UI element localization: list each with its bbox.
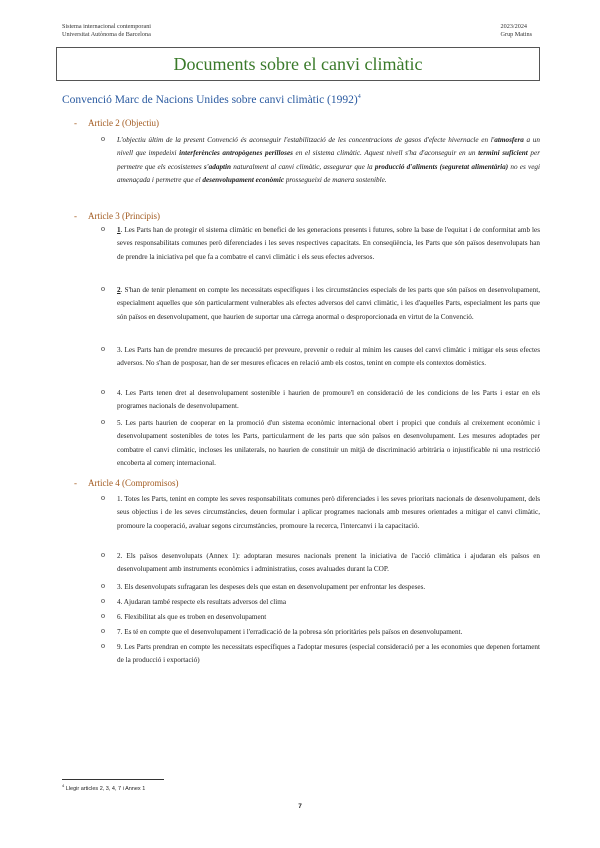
text-run: no es vegi amenaçada i permetre que el xyxy=(117,162,540,184)
bold-run: atmosfera xyxy=(494,136,524,144)
list-item xyxy=(101,344,540,371)
circle-bullet: o xyxy=(101,626,105,635)
article-4-item-3: 3. Els desenvolupats sufragaran les despeses dels que estan en desenvolupament per enfrontar les despeses. xyxy=(117,583,426,591)
list-item xyxy=(101,550,540,577)
bold-run: desenvolupament econòmic xyxy=(202,175,285,184)
article-3-item-2 xyxy=(117,284,540,324)
text-run: a un nivell que impedeixi xyxy=(117,136,540,158)
list-item xyxy=(101,224,540,264)
article-3-heading xyxy=(74,211,160,221)
bold-run: producció d'aliments (seguretat alimentària) xyxy=(374,162,509,171)
header-right xyxy=(501,23,532,38)
section-heading-text: Convenció Marc de Nacions Unides sobre canvi climàtic (1992) xyxy=(62,94,358,106)
footnote-text: Llegir articles 2, 3, 4, 7 i Annex 1 xyxy=(64,785,146,792)
list-item xyxy=(101,284,540,324)
article-4-item-1: 1. Totes les Parts, tenint en compte les seves responsabilitats comunes però diferenciades i les seves prioritats nacionals de desenvolupament, dels seus objectius i de les seves circumstàncies, deuen formular i aplicar programes nacionals amb mesures orientades a mitigar el canvi climàtic, promoure la cooperació, avaluar segons circumstàncies, promoure la recerca, l'intercanvi i la capacitació. xyxy=(117,495,540,530)
article-4-heading xyxy=(74,478,179,488)
list-item xyxy=(101,626,540,639)
page-number: 7 xyxy=(298,803,302,810)
article-4-item-2: 2. Els països desenvolupats (Annex 1): adoptaran mesures nacionals prenent la iniciativa de l'acció climàtica i ajudaran els països en desenvolupament amb instruments econòmics i administratius, coses avaluades durant la COP. xyxy=(117,552,540,574)
text-run: prossegueixi de manera sostenible. xyxy=(284,175,387,184)
circle-bullet: o xyxy=(101,284,105,293)
article-3-item-3: 3. Les Parts han de prendre mesures de precaució per preveure, prevenir o reduir al mínim les causes del canvi climàtic i mitigar els seus efectes adversos. No s'han de posposar, han de ser mesures eficaces en relació amb els costos, tenint en compte els contextos domèstics. xyxy=(117,346,540,368)
header-university: Universitat Autònoma de Barcelona xyxy=(62,30,151,38)
bold-run: interferències antropògenes perilloses xyxy=(179,149,293,158)
article-heading-text: Article 3 (Principis) xyxy=(88,211,160,221)
header-left xyxy=(62,23,151,38)
circle-bullet: o xyxy=(101,134,105,143)
article-heading-text: Article 4 (Compromisos) xyxy=(88,478,179,488)
text-run: per permetre que els ecosistemes xyxy=(117,149,540,171)
article-3-item-4: 4. Les Parts tenen dret al desenvolupament sostenible i haurien de promoure'l en consideració de les condicions de les Parts i estar en els programes nacionals de desenvolupament. xyxy=(117,389,540,411)
list-item xyxy=(101,581,540,594)
article-3-item-1 xyxy=(117,224,540,264)
section-heading xyxy=(62,94,361,106)
footnote-ref[interactable]: 4 xyxy=(357,94,361,101)
dash-bullet: - xyxy=(74,211,77,221)
header-group: Grup Matins xyxy=(500,30,532,38)
list-item xyxy=(101,493,540,533)
circle-bullet: o xyxy=(101,493,105,502)
text-run: naturalment al canvi climàtic, assegurar que la xyxy=(231,162,375,171)
list-item xyxy=(101,641,540,668)
dash-bullet: - xyxy=(74,118,77,128)
circle-bullet: o xyxy=(101,641,105,650)
list-item xyxy=(101,596,540,609)
header-course: Sistema internacional contemporani xyxy=(62,23,152,30)
article-2-heading xyxy=(74,118,159,128)
article-2-text xyxy=(117,134,540,187)
circle-bullet: o xyxy=(101,596,105,605)
dash-bullet: - xyxy=(74,478,77,488)
bold-run: s'adaptin xyxy=(203,162,232,171)
article-4-item-6: 7. Es té en compte que el desenvolupament i l'erradicació de la pobresa són prioritàries pels països en desenvolupament. xyxy=(117,628,463,636)
circle-bullet: o xyxy=(101,550,105,559)
circle-bullet: o xyxy=(101,387,105,396)
footnote-divider xyxy=(62,779,164,780)
footnote-number: 4 xyxy=(62,783,65,788)
list-item xyxy=(101,417,540,470)
article-4-item-4: 4. Ajudaran també respecte els resultats adversos del clima xyxy=(117,598,287,606)
text-run: en el sistema climàtic. Aquest nivell s'ha d'aconseguir en un xyxy=(292,149,479,158)
list-item xyxy=(101,387,540,414)
text-run: L'objectiu últim de la present Convenció és aconseguir l'estabilització de les concentracions de gasos d'efecte hivernacle en l' xyxy=(117,136,495,144)
title-box xyxy=(56,47,540,81)
circle-bullet: o xyxy=(101,611,105,620)
page-title: Documents sobre el canvi climàtic xyxy=(173,53,423,74)
list-item xyxy=(101,134,540,187)
header-year: 2023/2024 xyxy=(500,23,528,30)
article-4-item-7: 9. Les Parts prendran en compte les necessitats específiques a l'adoptar mesures (especial consideració per a les economies que depenen fortament de la producció i exportació) xyxy=(117,643,540,665)
list-item xyxy=(101,611,540,624)
footnote xyxy=(62,783,145,792)
circle-bullet: o xyxy=(101,224,105,233)
article-3-item-5: 5. Les parts haurien de cooperar en la promoció d'un sistema econòmic internacional obert i propici que conduís al creixement econòmic i desenvolupament sostenibles de totes les Parts, particularment de les parts que són països en desenvolupament. Les mesures adoptades per combatre el canvi climàtic, incloses les unilaterals, no haurien de constituir un mitjà de discriminació arbitrària o injustificable ni una restricció encoberta al comerç internacional. xyxy=(117,419,540,467)
circle-bullet: o xyxy=(101,581,105,590)
item-number: 2 xyxy=(117,286,121,294)
bold-run: termini suficient xyxy=(478,149,528,158)
circle-bullet: o xyxy=(101,344,105,353)
article-heading-text: Article 2 (Objectiu) xyxy=(88,118,159,128)
item-number: 1 xyxy=(117,226,121,234)
item-text: . S'han de tenir plenament en compte les necessitats específiques i les circumstàncies especials de les parts que són països en desenvolupament, especialment aquelles que són particularment vulnerables als efectes adversos del canvi climàtic, i les d'aquelles Parts, especialment les parts que són països en desenvolupament, que haurien de suportar una càrrega anormal o desproporcionada en virtut de la Convenció. xyxy=(117,286,540,321)
item-text: . Les Parts han de protegir el sistema climàtic en benefici de les generacions presents i futures, sobre la base de l'equitat i de conformitat amb les seves responsabilitats comunes però diferenciades i les seves respectives capacitats. En conseqüència, les Parts que són països desenvolupats han de prendre la iniciativa pel que fa a combatre el canvi climàtic i els seus efectes adversos. xyxy=(117,226,540,261)
article-4-item-5: 6. Flexibilitat als que es troben en desenvolupament xyxy=(117,613,267,621)
circle-bullet: o xyxy=(101,417,105,426)
